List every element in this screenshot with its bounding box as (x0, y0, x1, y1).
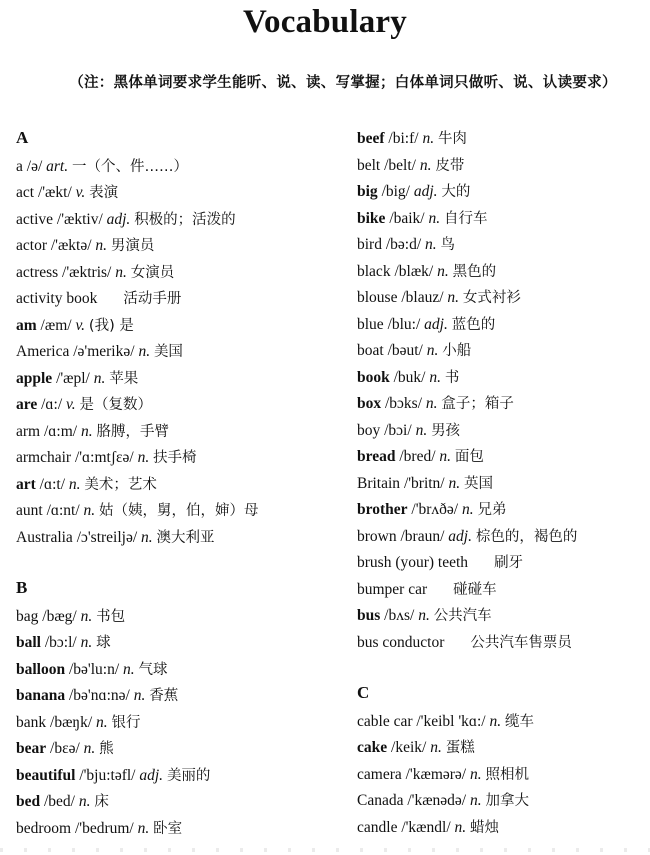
entry-word: bus (357, 607, 381, 624)
entry-word: ball (16, 634, 41, 651)
entry-part-of-speech: n. (83, 502, 96, 519)
entry-part-of-speech: n. (95, 237, 108, 254)
entry-phonetic: /ɑ:m/ (43, 422, 78, 440)
entry-word: brown (357, 527, 397, 545)
vocab-entry (357, 473, 493, 495)
vocab-entry (16, 659, 168, 681)
entry-word: beef (357, 130, 385, 147)
usage-note: （注：黑体单词要求学生能听、说、读、写掌握；白体单词只做听、说、认读要求） (69, 75, 617, 91)
entry-meaning: 熊 (99, 741, 114, 757)
entry-phonetic: /'æktris/ (62, 263, 112, 281)
entry-phonetic: /'æktə/ (50, 237, 92, 254)
entry-phonetic: /'brʌðə/ (411, 501, 459, 518)
entry-phonetic: /keik/ (391, 739, 427, 756)
entry-part-of-speech: n. (68, 475, 81, 493)
entry-meaning: 蛋糕 (445, 740, 475, 756)
entry-phonetic: /'britn/ (403, 474, 445, 492)
entry-word: art (16, 475, 36, 493)
entry-meaning: 加拿大 (485, 793, 529, 809)
entry-phonetic: /ɑ:t/ (39, 475, 66, 493)
entry-word: brush (your) teeth (357, 554, 469, 571)
entry-part-of-speech: n. (426, 342, 439, 359)
entry-word: apple (16, 369, 53, 387)
vocab-entry (357, 340, 471, 362)
entry-part-of-speech: n. (137, 819, 150, 837)
entry-meaning: 公共汽车 (433, 608, 492, 624)
vocab-entry (16, 262, 174, 284)
entry-part-of-speech: n. (115, 263, 127, 281)
vocab-entry (16, 421, 169, 443)
entry-phonetic: /bæŋk/ (50, 713, 93, 731)
vocab-entry (357, 234, 455, 256)
vocab-entry (16, 315, 134, 337)
page-title: Vocabulary (243, 4, 407, 40)
entry-meaning: 女演员 (130, 264, 175, 281)
vocab-entry (357, 287, 521, 309)
entry-word: boat (357, 342, 384, 359)
entry-meaning: 男孩 (431, 422, 461, 439)
entry-meaning: 积极的；活泼的 (134, 211, 236, 228)
section-heading-b: B (16, 578, 28, 597)
entry-word: book (357, 368, 390, 386)
entry-phonetic: /bi:f/ (388, 130, 419, 147)
vocab-entry (16, 500, 259, 522)
entry-part-of-speech: n. (123, 660, 135, 678)
entry-word: bus conductor (357, 633, 445, 651)
entry-word: are (16, 396, 38, 413)
entry-meaning: 香蕉 (149, 688, 179, 704)
entry-word: candle (357, 818, 398, 836)
entry-meaning: 棕色的，褐色的 (475, 528, 578, 545)
entry-phonetic: /bə:d/ (385, 236, 422, 253)
section-heading-c: C (357, 683, 370, 702)
entry-part-of-speech: n. (461, 501, 474, 518)
entry-word: belt (357, 156, 381, 174)
entry-word: aunt (16, 502, 43, 519)
entry-word: banana (16, 687, 66, 704)
vocab-entry (357, 393, 514, 415)
entry-phonetic: /bεə/ (50, 740, 80, 757)
entry-phonetic: /blæk/ (394, 262, 434, 280)
entry-part-of-speech: n. (138, 343, 151, 360)
entry-word: bird (357, 236, 382, 253)
entry-part-of-speech: n. (141, 528, 153, 546)
entry-meaning: 刷牙 (494, 555, 524, 571)
entry-phonetic: /'kænədə/ (407, 792, 467, 809)
entry-part-of-speech: n. (137, 449, 150, 466)
vocab-entry (357, 711, 534, 733)
entry-meaning: 书 (444, 369, 460, 386)
entry-meaning: 球 (96, 635, 111, 651)
vocab-entry (16, 209, 236, 231)
entry-word: box (357, 395, 382, 412)
vocab-entry (357, 208, 488, 230)
entry-meaning: 美术；艺术 (84, 476, 157, 493)
entry-part-of-speech: n. (428, 209, 441, 227)
vocab-entry (16, 474, 157, 496)
entry-phonetic: /bɔi/ (384, 421, 412, 439)
vocab-entry (16, 685, 178, 707)
entry-meaning: 女式衬衫 (462, 290, 521, 306)
entry-meaning: 卧室 (153, 820, 183, 837)
entry-phonetic: /bə'nɑ:nə/ (69, 687, 130, 704)
entry-part-of-speech: adj. (448, 527, 472, 545)
entry-phonetic: /bred/ (399, 448, 436, 465)
entry-meaning: 自行车 (444, 210, 488, 227)
vocab-entry (357, 737, 475, 759)
vocab-entry (357, 817, 499, 839)
vocab-entry (357, 446, 484, 468)
vocab-entry (357, 526, 577, 548)
entry-part-of-speech: n. (448, 474, 461, 492)
entry-phonetic: /ɔ'streiljə/ (76, 528, 138, 546)
entry-meaning: 鸟 (440, 237, 456, 253)
entry-word: bag (16, 607, 39, 625)
entry-word: activity book (16, 290, 98, 307)
entry-meaning: 照相机 (485, 766, 529, 783)
entry-word: balloon (16, 660, 66, 678)
entry-phonetic: /'ɑ:mtʃεə/ (74, 449, 134, 466)
entry-part-of-speech: n. (83, 740, 96, 757)
vocab-entry (357, 314, 495, 336)
entry-part-of-speech: adj. (424, 315, 448, 333)
entry-part-of-speech: n. (133, 687, 146, 704)
entry-phonetic: /'kændl/ (401, 818, 451, 836)
entry-part-of-speech: n. (430, 739, 442, 756)
entry-part-of-speech: n. (469, 765, 482, 783)
entry-part-of-speech: adj. (413, 183, 438, 200)
entry-word: bed (16, 793, 41, 810)
entry-word: am (16, 316, 37, 334)
vocab-entry (357, 605, 492, 627)
vocab-entry (16, 738, 114, 760)
entry-word: Britain (357, 474, 401, 492)
entry-meaning: 美丽的 (166, 767, 211, 784)
vocab-entry (357, 367, 459, 389)
vocab-entry (16, 394, 152, 416)
entry-meaning: 扶手椅 (153, 450, 197, 466)
vocab-entry (357, 790, 529, 812)
entry-part-of-speech: v. (75, 184, 86, 201)
entry-part-of-speech: n. (93, 369, 106, 387)
entry-phonetic: /ə'merikə/ (73, 343, 135, 360)
entry-meaning: 澳大利亚 (156, 529, 215, 546)
vocab-entry (357, 181, 470, 203)
vocab-entry (16, 288, 181, 310)
entry-word: active (16, 210, 54, 228)
entry-word: bike (357, 209, 386, 227)
entry-phonetic: /bed/ (44, 793, 75, 810)
section-heading-a: A (16, 128, 29, 147)
vocab-entry (16, 632, 111, 654)
vocab-entry (357, 499, 506, 521)
entry-part-of-speech: n. (80, 422, 93, 440)
entry-word: armchair (16, 449, 72, 466)
entry-word: actress (16, 263, 59, 281)
entry-meaning: 面包 (454, 449, 484, 465)
entry-word: America (16, 343, 70, 360)
entry-part-of-speech: n. (425, 236, 437, 253)
entry-word: blouse (357, 289, 398, 306)
entry-word: a (16, 157, 23, 175)
entry-meaning: 皮带 (435, 157, 465, 174)
vocab-entry (16, 818, 182, 840)
vocab-entry (357, 579, 497, 601)
vocab-entry (357, 155, 464, 177)
entry-phonetic: /blu:/ (387, 315, 421, 333)
entry-meaning: 公共汽车售票员 (470, 634, 572, 651)
entry-part-of-speech: n. (415, 421, 428, 439)
entry-phonetic: /bəut/ (387, 342, 423, 359)
vocab-entry (16, 368, 138, 390)
entry-word: blue (357, 315, 384, 333)
entry-part-of-speech: v. (75, 316, 86, 334)
vocab-entry (16, 341, 183, 363)
entry-part-of-speech: art. (46, 157, 69, 175)
entry-word: cable car (357, 712, 413, 730)
entry-word: arm (16, 422, 41, 440)
vocab-entry (357, 552, 523, 574)
entry-word: black (357, 262, 391, 280)
entry-word: bear (16, 740, 47, 757)
entry-meaning: 苹果 (109, 370, 139, 387)
entry-part-of-speech: n. (489, 712, 502, 730)
entry-meaning: (我) 是 (88, 317, 134, 334)
vocab-entry (357, 420, 460, 442)
entry-word: bedroom (16, 819, 72, 837)
entry-meaning: 一（个、件……） (71, 158, 188, 175)
vocab-entry (16, 791, 109, 813)
entry-phonetic: /bɔ:l/ (44, 634, 77, 651)
entry-part-of-speech: n. (437, 262, 449, 280)
entry-word: Canada (357, 792, 404, 809)
entry-meaning: 小船 (442, 343, 472, 359)
entry-meaning: 是（复数） (79, 397, 152, 413)
vocab-entry (16, 765, 210, 787)
entry-phonetic: /'ækt/ (37, 184, 72, 201)
entry-meaning: 男演员 (110, 238, 155, 254)
entry-part-of-speech: adj. (106, 210, 131, 228)
entry-word: act (16, 184, 35, 201)
vocab-entry (357, 632, 572, 654)
entry-word: actor (16, 237, 47, 254)
entry-meaning: 床 (94, 794, 109, 810)
entry-part-of-speech: n. (78, 793, 91, 810)
entry-meaning: 气球 (138, 661, 168, 678)
entry-meaning: 姑（姨，舅，伯，婶）母 (99, 503, 259, 519)
entry-meaning: 蜡烛 (470, 819, 500, 836)
entry-meaning: 美国 (153, 344, 183, 360)
entry-part-of-speech: n. (96, 713, 108, 731)
entry-meaning: 银行 (111, 714, 141, 731)
entry-meaning: 兄弟 (477, 502, 507, 518)
entry-meaning: 黑色的 (452, 263, 497, 280)
entry-phonetic: /'æpl/ (56, 369, 90, 387)
entry-phonetic: /'æktiv/ (56, 210, 103, 228)
vocab-entry (357, 764, 529, 786)
entry-phonetic: /blauz/ (401, 289, 444, 306)
entry-part-of-speech: n. (429, 368, 441, 386)
entry-part-of-speech: n. (80, 634, 93, 651)
entry-meaning: 胳膊，手臂 (96, 423, 169, 440)
entry-meaning: 大的 (441, 184, 471, 200)
entry-phonetic: /ə/ (26, 157, 43, 175)
entry-word: big (357, 183, 378, 200)
entry-phonetic: /æm/ (40, 316, 72, 334)
vocab-entry (357, 128, 467, 150)
vocab-entry (16, 447, 197, 469)
entry-part-of-speech: n. (470, 792, 482, 809)
entry-part-of-speech: n. (422, 130, 435, 147)
entry-phonetic: /baik/ (389, 209, 425, 227)
entry-part-of-speech: n. (425, 395, 438, 412)
entry-phonetic: /bʌs/ (384, 607, 415, 624)
entry-meaning: 英国 (464, 475, 493, 492)
entry-meaning: 盒子；箱子 (441, 396, 514, 412)
entry-word: bread (357, 448, 396, 465)
entry-part-of-speech: n. (439, 448, 452, 465)
entry-meaning: 蓝色的 (451, 316, 496, 333)
entry-part-of-speech: n. (447, 289, 460, 306)
entry-word: beautiful (16, 766, 76, 784)
entry-meaning: 活动手册 (123, 291, 182, 307)
vocab-entry (16, 606, 125, 628)
entry-phonetic: /'bedrum/ (74, 819, 134, 837)
entry-part-of-speech: v. (66, 396, 76, 413)
vocab-entry (16, 156, 188, 178)
entry-word: bumper car (357, 580, 428, 598)
entry-phonetic: /braun/ (400, 527, 445, 545)
entry-phonetic: /buk/ (393, 368, 426, 386)
vocab-entry (16, 527, 215, 549)
entry-meaning: 表演 (89, 185, 119, 201)
entry-word: boy (357, 421, 381, 439)
entry-phonetic: /big/ (381, 183, 410, 200)
vocab-entry (16, 182, 118, 204)
entry-word: cake (357, 739, 388, 756)
entry-part-of-speech: n. (454, 818, 467, 836)
entry-meaning: 缆车 (504, 713, 534, 730)
entry-phonetic: /bæg/ (42, 607, 77, 625)
entry-phonetic: /ɑ:/ (41, 396, 63, 413)
vocab-entry (16, 712, 141, 734)
entry-phonetic: /'kæmərə/ (405, 765, 467, 783)
vocab-entry (16, 235, 154, 257)
entry-phonetic: /'keibl 'kɑ:/ (416, 712, 486, 730)
entry-word: camera (357, 765, 402, 783)
entry-phonetic: /ɑ:nt/ (46, 502, 80, 519)
entry-word: brother (357, 501, 408, 518)
entry-phonetic: /bɔks/ (385, 395, 423, 412)
entry-part-of-speech: n. (419, 156, 432, 174)
entry-word: bank (16, 713, 47, 731)
entry-phonetic: /belt/ (384, 156, 416, 174)
entry-part-of-speech: adj. (139, 766, 164, 784)
entry-meaning: 碰碰车 (453, 581, 497, 598)
entry-part-of-speech: n. (418, 607, 430, 624)
entry-word: Australia (16, 528, 73, 546)
scan-artifact (0, 848, 650, 852)
entry-part-of-speech: n. (80, 607, 93, 625)
entry-phonetic: /bə'lu:n/ (68, 660, 120, 678)
entry-meaning: 书包 (96, 608, 126, 625)
vocab-entry (357, 261, 496, 283)
entry-phonetic: /'bju:təfl/ (79, 766, 136, 784)
entry-meaning: 牛肉 (437, 131, 467, 147)
